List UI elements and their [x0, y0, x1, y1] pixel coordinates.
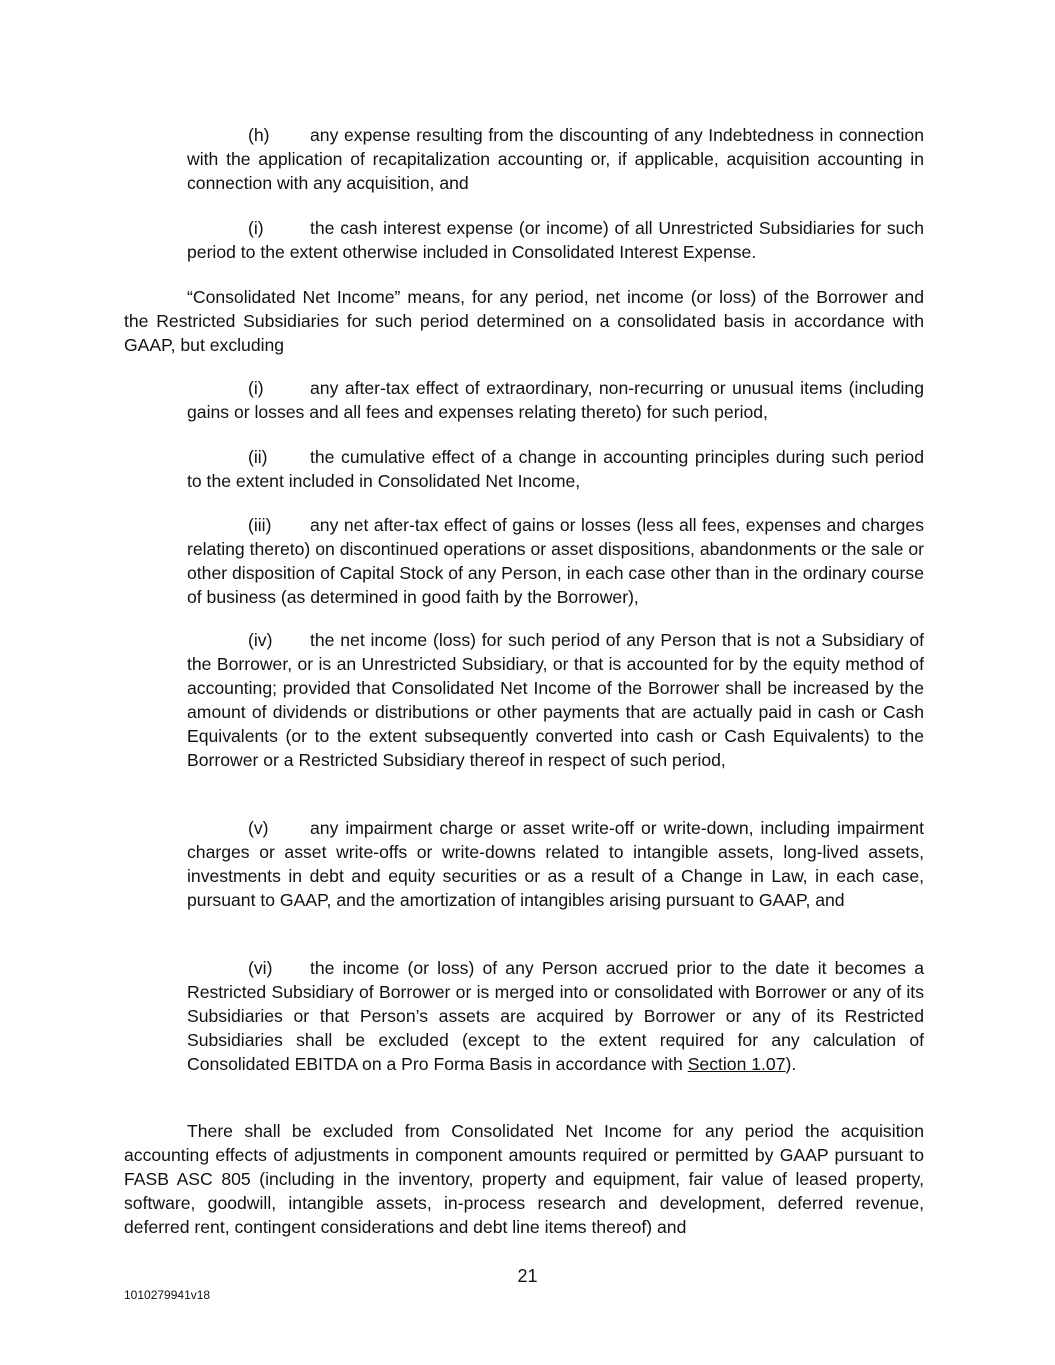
definition-consolidated-net-income	[124, 286, 924, 358]
clause-text: any impairment charge or asset write-off or write-down, including impairment charges or asset write-offs or write-downs related to intangible assets, long-lived assets, investments in debt and equity securities or as a result of a Change in Law, in each case, pursuant to GAAP, and the amortization of intangibles arising pursuant to GAAP, and	[187, 818, 924, 910]
page-number: 21	[517, 1266, 538, 1286]
clause-marker: (vi)	[248, 958, 273, 978]
clause-text: any expense resulting from the discounting of any Indebtedness in connection with the application of recapitalization accounting or, if applicable, acquisition accounting in connection with any acquisition, and	[187, 125, 924, 193]
clause-text: the income (or loss) of any Person accrued prior to the date it becomes a Restricted Subsidiary of Borrower or is merged into or consolidated with Borrower or any of its Subsidiaries or that Person’s assets are acquired by Borrower or any of its Restricted Subsidiaries shall be excluded (except to the extent required for any calculation of Consolidated EBITDA on a Pro Forma Basis in accordance with	[187, 958, 924, 1074]
clause-text: any net after-tax effect of gains or losses (less all fees, expenses and charges relating thereto) on discontinued operations or asset dispositions, abandonments or the sale or other disposition of Capital Stock of any Person, in each case other than in the ordinary course of business (as determined in good faith by the Borrower),	[187, 515, 924, 607]
exclusion-vi	[187, 957, 924, 1077]
clause-marker: (iv)	[248, 630, 273, 650]
clause-text: the net income (loss) for such period of any Person that is not a Subsidiary of the Borrower, or is an Unrestricted Subsidiary, or that is accounted for by the equity method of accounting; provided that Consolidated Net Income of the Borrower shall be increased by the amount of dividends or distributions or other payments that are actually paid in cash or Cash Equivalents (or to the extent subsequently converted into cash or Cash Equivalents) to the Borrower or a Restricted Subsidiary thereof in respect of such period,	[187, 630, 924, 770]
clause-marker: (h)	[248, 125, 270, 145]
exclusion-i	[187, 377, 924, 425]
clause-tail: ).	[785, 1053, 797, 1074]
definition-text: “Consolidated Net Income” means, for any period, net income (or loss) of the Borrower and the Restricted Subsidiaries for such period determined on a consolidated basis in accordance with GAAP, but excluding	[124, 287, 924, 355]
clause-marker: (i)	[248, 218, 264, 238]
clause-marker: (v)	[248, 818, 269, 838]
clause-i	[187, 217, 924, 265]
clause-text: the cumulative effect of a change in accounting principles during such period to the extent included in Consolidated Net Income,	[187, 447, 924, 491]
closing-text: There shall be excluded from Consolidated Net Income for any period the acquisition accounting effects of adjustments in component amounts required or permitted by GAAP pursuant to FASB ASC 805 (including in the inventory, property and equipment, fair value of leased property, software, goodwill, intangible assets, in-process research and development, deferred revenue, deferred rent, contingent considerations and debt line items thereof) and	[124, 1121, 924, 1237]
closing-paragraph	[124, 1120, 924, 1240]
exclusion-iv	[187, 629, 924, 772]
exclusion-ii	[187, 446, 924, 494]
clause-marker: (ii)	[248, 447, 268, 467]
section-reference-link[interactable]: Section 1.07	[687, 1053, 786, 1074]
exclusion-iii	[187, 514, 924, 610]
clause-h	[187, 124, 924, 196]
exclusion-v	[187, 817, 924, 913]
clause-text: the cash interest expense (or income) of all Unrestricted Subsidiaries for such period to the extent otherwise included in Consolidated Interest Expense.	[187, 218, 924, 262]
clause-text: any after-tax effect of extraordinary, non-recurring or unusual items (including gains or losses and all fees and expenses relating thereto) for such period,	[187, 378, 924, 422]
document-id: 1010279941v18	[124, 1288, 211, 1302]
clause-marker: (i)	[248, 378, 264, 398]
clause-marker: (iii)	[248, 515, 272, 535]
